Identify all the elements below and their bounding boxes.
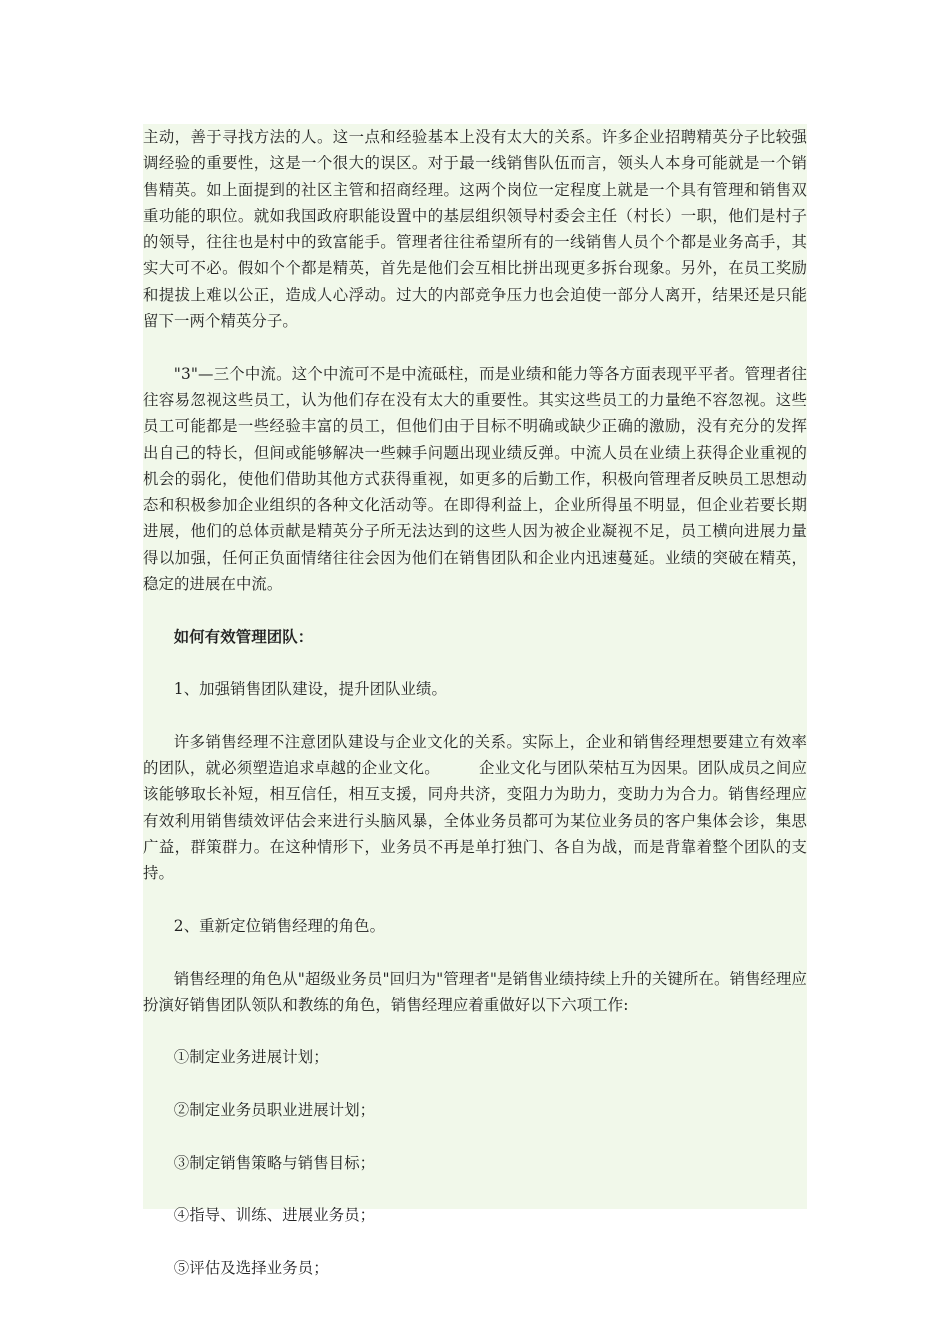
paragraph-gap <box>143 597 807 623</box>
paragraph-gap <box>143 939 807 965</box>
paragraph-manager-role: 销售经理的角色从"超级业务员"回归为"管理者"是销售业绩持续上升的关键所在。销售经理应扮演好销售团队领队和教练的角色，销售经理应着重做好以下六项工作: <box>143 969 807 1014</box>
paragraph-team-culture: 许多销售经理不注意团队建设与企业文化的关系。实际上，企业和销售经理想要建立有效率的团队，就必须塑造追求卓越的企业文化。 企业文化与团队荣枯互为因果。团队成员之间应该能够取长补短，相互信任，相互支援，同舟共济，变阻力为助力，变助力为合力。销售经理应有效利用销售绩效评估会来进行头脑风暴，全体业务员都可为某位业务员的客户集体会诊，集思广益，群策群力。在这种情形下，业务员不再是单打独门、各自为战，而是背靠着整个团队的支持。 <box>143 732 807 883</box>
task-item-2: ②制定业务员职业进展计划； <box>173 1100 376 1119</box>
list-item-team-building: 1、加强销售团队建设，提升团队业绩。 <box>173 680 448 699</box>
paragraph-three-midstream: "3"—三个中流。这个中流可不是中流砥柱，而是业绩和能力等各方面表现平平者。管理者往往容易忽视这些员工，认为他们存在没有太大的重要性。其实这些员工的力量绝不容忽视。这些员工可能都是一些经验丰富的员工，但他们由于目标不明确或缺少正确的激励，没有充分的发挥出自己的特长，但间或能够解决一些棘手问题出现业绩反弹。中流人员在业绩上获得企业重视的机会的弱化，使他们借助其他方式获得重视，如更多的后勤工作，积极向管理者反映员工思想动态和积极参加企业组织的各种文化活动等。在即得利益上，企业所得虽不明显，但企业若要长期进展，他们的总体贡献是精英分子所无法达到的这些人因为被企业凝视不足，员工横向进展力量得以加强，任何正负面情绪往往会因为他们在销售团队和企业内迅速蔓延。业绩的突破在精英，稳定的进展在中流。 <box>143 364 807 594</box>
task-item-3: ③制定销售策略与销售目标； <box>173 1153 376 1172</box>
paragraph-gap <box>143 1071 807 1097</box>
section-heading: 如何有效管理团队： <box>173 627 314 646</box>
task-item-4: ④指导、训练、进展业务员； <box>173 1206 376 1225</box>
paragraph-gap <box>143 650 807 676</box>
paragraph-gap <box>143 1018 807 1044</box>
paragraph-gap <box>143 334 807 360</box>
task-item-1: ①制定业务进展计划； <box>173 1048 329 1067</box>
paragraph-gap <box>143 703 807 729</box>
paragraph-elite-continued: 主动，善于寻找方法的人。这一点和经验基本上没有太大的关系。许多企业招聘精英分子比较强调经验的重要性，这是一个很大的误区。对于最一线销售队伍而言，领头人本身可能就是一个销售精英。如上面提到的社区主管和招商经理。这两个岗位一定程度上就是一个具有管理和销售双重功能的职位。就如我国政府职能设置中的基层组织领导村委会主任（村长）一职，他们是村子的领导，往往也是村中的致富能手。管理者往往希望所有的一线销售人员个个都是业务高手，其实大可不必。假如个个都是精英，首先是他们会互相比拼出现更多拆台现象。另外，在员工奖励和提拔上难以公正，造成人心浮动。过大的内部竞争压力也会迫使一部分人离开，结果还是只能留下一两个精英分子。 <box>143 128 807 331</box>
article-body <box>143 124 807 1277</box>
paragraph-gap <box>143 1123 807 1149</box>
list-item-manager-role: 2、重新定位销售经理的角色。 <box>173 916 386 935</box>
task-item-5: ⑤评估及选择业务员； <box>173 1258 329 1277</box>
paragraph-gap <box>143 1176 807 1202</box>
paragraph-gap <box>143 1228 807 1254</box>
paragraph-gap <box>143 887 807 913</box>
